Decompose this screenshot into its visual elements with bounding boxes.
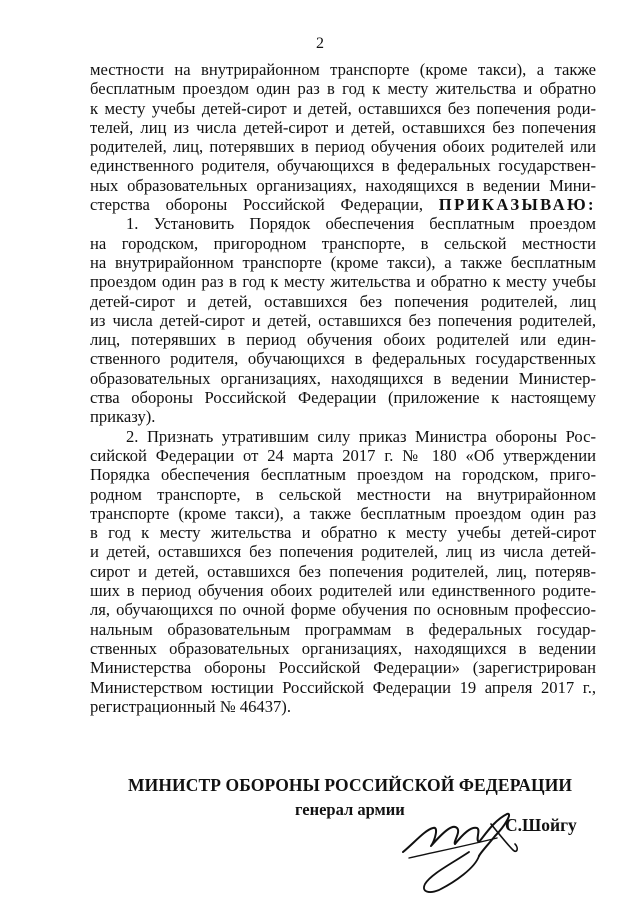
page-number: 2 [316, 35, 324, 52]
body-line: ля, обучающихся по очной форме обучения по основным профессио- [90, 600, 596, 620]
order-lead-text: стерства обороны Российской Федерации, [90, 195, 424, 215]
body-line: родителей, лиц, потерявших в период обучения обоих родителей или [90, 137, 596, 157]
document-body [90, 60, 596, 716]
handwritten-signature-icon [395, 790, 535, 900]
body-line: детей-сирот и детей, оставшихся без попечения родителей, лиц [90, 291, 596, 311]
body-line: сирот и детей, оставшихся без попечения родителей, лиц, потеряв- [90, 561, 596, 581]
body-line: проездом один раз в год к месту жительства и обратно к месту учебы [90, 272, 596, 292]
body-line: и детей, оставшихся без попечения родителей, лиц из числа детей- [90, 542, 596, 562]
body-line: телей, лиц из числа детей-сирот и детей, оставшихся без попечения [90, 117, 596, 137]
body-line: образовательных организациях, находящихся в ведении Министер- [90, 368, 596, 388]
body-line: сийской Федерации от 24 марта 2017 г. № 180 «Об утверждении [90, 445, 596, 465]
body-line: из числа детей-сирот и детей, оставшихся без попечения родителей, [90, 310, 596, 330]
body-line: ших в период обучения обоих родителей или единственного родите- [90, 581, 596, 601]
minister-title: МИНИСТР ОБОРОНЫ РОССИЙСКОЙ ФЕДЕРАЦИИ [128, 775, 573, 795]
body-line: на городском, пригородном транспорте, в сельской местности [90, 233, 596, 253]
body-line: на внутрирайонном транспорте (кроме такси), а также бесплатным [90, 252, 596, 272]
body-line: к месту учебы детей-сирот и детей, оставшихся без попечения роди- [90, 98, 596, 118]
body-line: Министерством юстиции Российской Федерации 19 апреля 2017 г., [90, 677, 596, 697]
body-line: Порядка обеспечения бесплатным проездом на городском, приго- [90, 465, 596, 485]
body-line: родном транспорте, в сельской местности на внутрирайонном [90, 484, 596, 504]
body-line: ных образовательных организациях, находящихся в ведении Мини- [90, 175, 596, 195]
body-line: регистрационный № 46437). [90, 696, 291, 716]
body-line: транспорте (кроме такси), а также бесплатным проездом один раз [90, 503, 596, 523]
body-line: Министерства обороны Российской Федерации» (зарегистрирован [90, 658, 596, 678]
body-line: ственного родителя, обучающихся в федеральных государственных [90, 349, 596, 369]
body-line: нальным образовательным программам в федеральных государ- [90, 619, 596, 639]
order-keyword: ПРИКАЗЫВАЮ: [438, 195, 596, 215]
signer-name: С.Шойгу [505, 815, 577, 835]
body-line: единственного родителя, обучающихся в федеральных государствен- [90, 156, 596, 176]
body-line-order [90, 195, 596, 214]
body-line: лиц, потерявших в период обучения обоих родителей или един- [90, 330, 596, 350]
body-line: ственных образовательных организациях, находящихся в ведении [90, 638, 596, 658]
body-line: 2. Признать утратившим силу приказ Министра обороны Рос- [126, 426, 596, 446]
body-line: ства обороны Российской Федерации (приложение к настоящему [90, 388, 596, 408]
body-line: приказу). [90, 407, 156, 427]
body-line: бесплатным проездом один раз в год к месту жительства и обратно [90, 79, 596, 99]
body-line: в год к месту жительства и обратно к месту учебы детей-сирот [90, 523, 596, 543]
body-line: 1. Установить Порядок обеспечения бесплатным проездом [126, 214, 596, 234]
body-line: местности на внутрирайонном транспорте (кроме такси), а также [90, 60, 596, 79]
signer-rank: генерал армии [295, 800, 405, 819]
